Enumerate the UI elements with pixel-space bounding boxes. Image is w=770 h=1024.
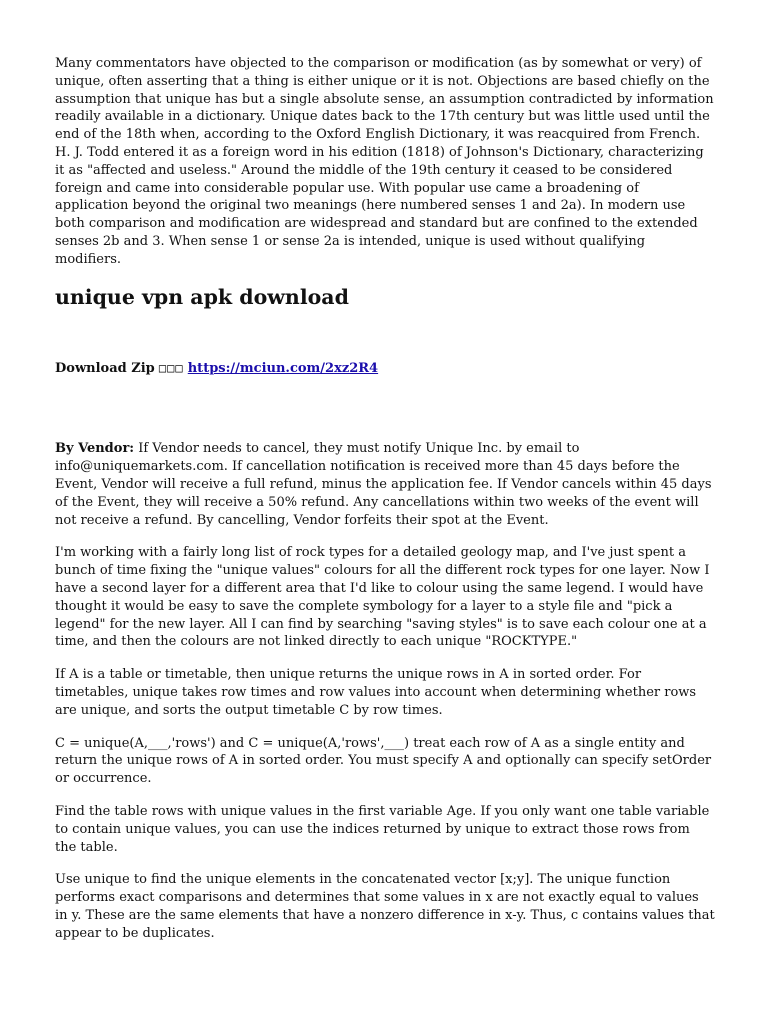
- download-link[interactable]: https://mciun.com/2xz2R4: [187, 360, 379, 376]
- table-unique-paragraph: If A is a table or timetable, then unique returns the unique rows in A in sorted order. For timetables, unique takes row times and row values into account when determining whether rows are unique, and sorts the output timetable C by row times.: [55, 667, 697, 718]
- age-variable-paragraph: Find the table rows with unique values in the first variable Age. If you only want one table variable to contain unique values, you can use the indices returned by unique to extract those rows from the table.: [55, 803, 710, 855]
- download-glyphs: □□□: [158, 360, 184, 375]
- vendor-paragraph: [55, 440, 715, 529]
- rock-types-paragraph: I'm working with a fairly long list of rock types for a detailed geology map, and I've just spent a bunch of time fixing the "unique values" colours for all the different rock types for one layer. Now I have a second layer for a different area that I'd like to colour using the same legend. I would have thought it would be easy to save the complete symbology for a layer to a style file and "pick a legend" for the new layer. All I can find by searching "saving styles" is to save each colour one at a time, and then the colours are not linked directly to each unique "ROCKTYPE.": [55, 545, 710, 650]
- vendor-text: If Vendor needs to cancel, they must notify Unique Inc. by email to info@uniquemarkets.com. If cancellation notification is received more than 45 days before the Event, Vendor will receive a full refund, minus the application fee. If Vendor cancels within 45 days of the Event, they will receive a 50% refund. Any cancellations within two weeks of the event will not receive a refund. By cancelling, Vendor forfeits their spot at the Event.: [55, 441, 712, 528]
- download-label: Download Zip: [55, 360, 155, 376]
- concatenated-vector-paragraph: Use unique to find the unique elements in the concatenated vector [x;y]. The unique function performs exact comparisons and determines that some values in x are not exactly equal to values in y. These are the same elements that have a nonzero difference in x-y. Thus, c contains values that appear to be duplicates.: [55, 872, 715, 941]
- intro-paragraph: Many commentators have objected to the comparison or modification (as by somewhat or very) of unique, often asserting that a thing is either unique or it is not. Objections are based chiefly on the assumption that unique has but a single absolute sense, an assumption contradicted by information readily available in a dictionary. Unique dates back to the 17th century but was little used until the end of the 18th when, according to the Oxford English Dictionary, it was reacquired from French. H. J. Todd entered it as a foreign word in his edition (1818) of Johnson's Dictionary, characterizing it as "affected and useless." Around the middle of the 19th century it ceased to be considered foreign and came into considerable popular use. With popular use came a broadening of application beyond the original two meanings (here numbered senses 1 and 2a). In modern use both comparison and modification are widespread and standard but are confined to the extended senses 2b and 3. When sense 1 or sense 2a is intended, unique is used without qualifying modifiers.: [55, 56, 714, 267]
- vendor-label: By Vendor:: [55, 441, 135, 457]
- download-line: [55, 360, 715, 378]
- rows-syntax-paragraph: C = unique(A,___,'rows') and C = unique(A,'rows',___) treat each row of A as a single entity and return the unique rows of A in sorted order. You must specify A and optionally can specify setOrder or occurrence.: [55, 735, 712, 787]
- page-heading: unique vpn apk download: [55, 284, 349, 309]
